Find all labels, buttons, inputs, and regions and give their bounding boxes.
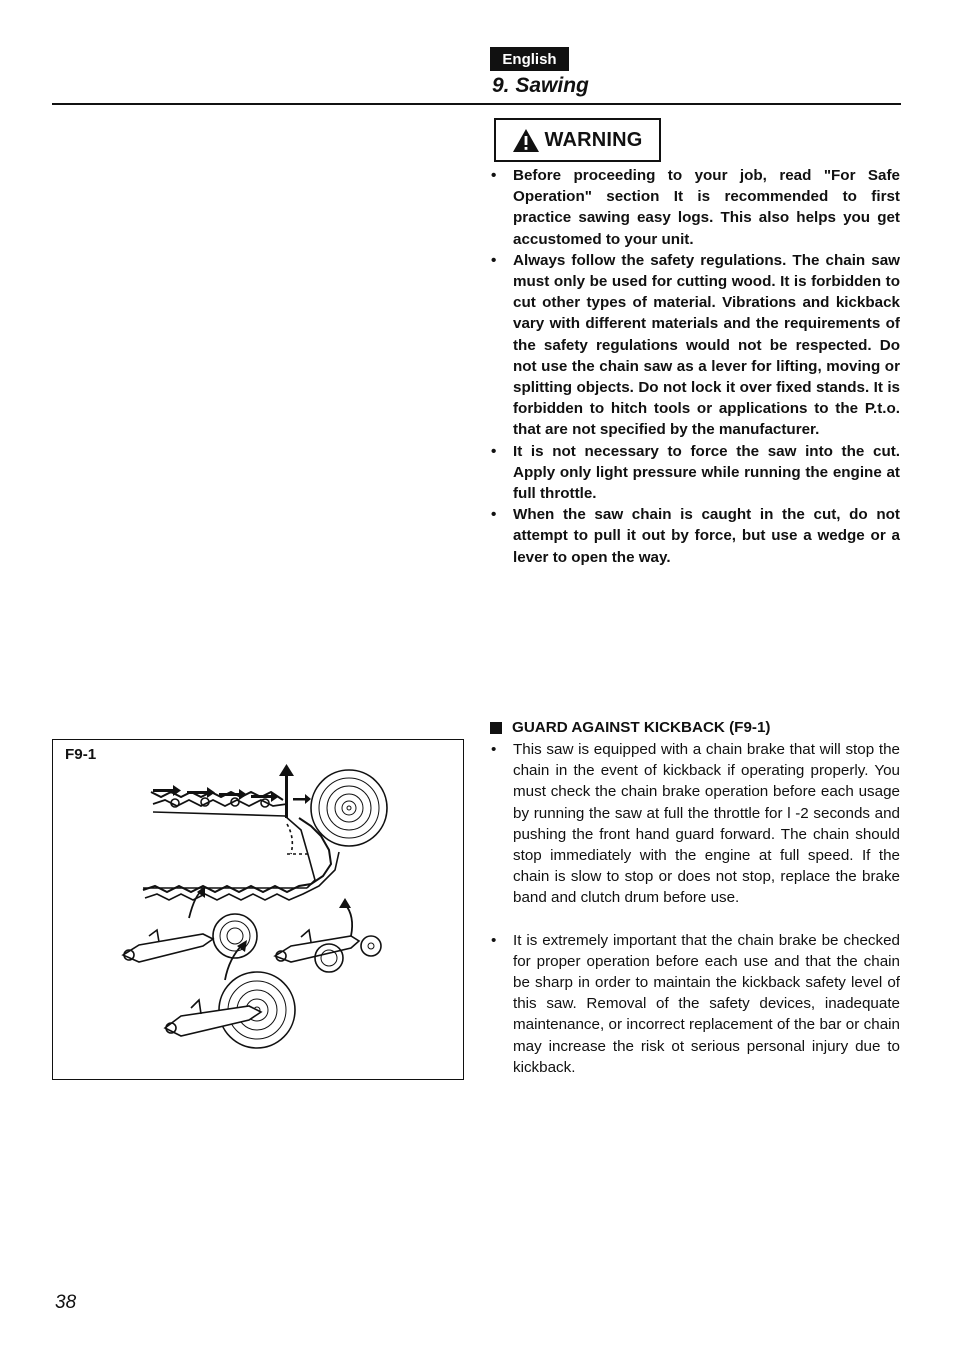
kickback-heading-text: GUARD AGAINST KICKBACK (F9-1) (512, 719, 771, 736)
figure-label: F9-1 (65, 746, 97, 763)
warning-list (490, 165, 900, 568)
page-number: 38 (55, 1292, 77, 1313)
kickback-item: • This saw is equipped with a chain brake that will stop the chain in the event of kickback if operating properly. You must check the chain brake operation before each usage by running the saw at full the throttle for l -2 seconds and pushing the front hand guard forward. The chain should stop immediately with the engine at full speed. If the chain is slow to stop or does not stop, replace the brake band and clutch drum before use. (490, 739, 900, 909)
kickback-item: • It is extremely important that the chain brake be checked for proper operation before each use and that the chain be sharp in order to maintain the kickback safety level of this saw. Removal of the safety devices, inadequate maintenance, or incorrect replacement of the bar or chain may increase the risk ot serious personal injury due to kickback. (490, 930, 900, 1078)
warning-item: • Always follow the safety regulations. The chain saw must only be used for cutting wood. It is forbidden to cut other types of material. Vibrations and kickback vary with different materials and the requirements of the safety regulations would not be respected. Do not use the chain saw as a lever for lifting, moving or splitting objects. Do not lock it over fixed stands. It is forbidden to hitch tools or applications to the P.t.o. that are not specified by the manufacturer. (490, 250, 900, 441)
section-title: 9. Sawing (492, 74, 589, 97)
warning-label: WARNING (544, 128, 643, 151)
figure-f9-1 (52, 739, 464, 1080)
warning-item: • It is not necessary to force the saw into the cut. Apply only light pressure while running the engine at full throttle. (490, 441, 900, 505)
warning-item: • When the saw chain is caught in the cut, do not attempt to pull it out by force, but use a wedge or a lever to open the way. (490, 504, 900, 568)
language-badge: English (490, 47, 569, 71)
kickback-illustration-icon (53, 740, 463, 1079)
square-bullet-icon (490, 722, 502, 734)
kickback-heading (490, 717, 900, 738)
warning-box (494, 118, 661, 162)
kickback-list (490, 739, 900, 1078)
warning-item: • Before proceeding to your job, read "For Safe Operation" section It is recommended to first practice sawing easy logs. This also helps you get accustomed to your unit. (490, 165, 900, 250)
warning-triangle-icon (512, 128, 540, 153)
header-divider (52, 103, 901, 105)
